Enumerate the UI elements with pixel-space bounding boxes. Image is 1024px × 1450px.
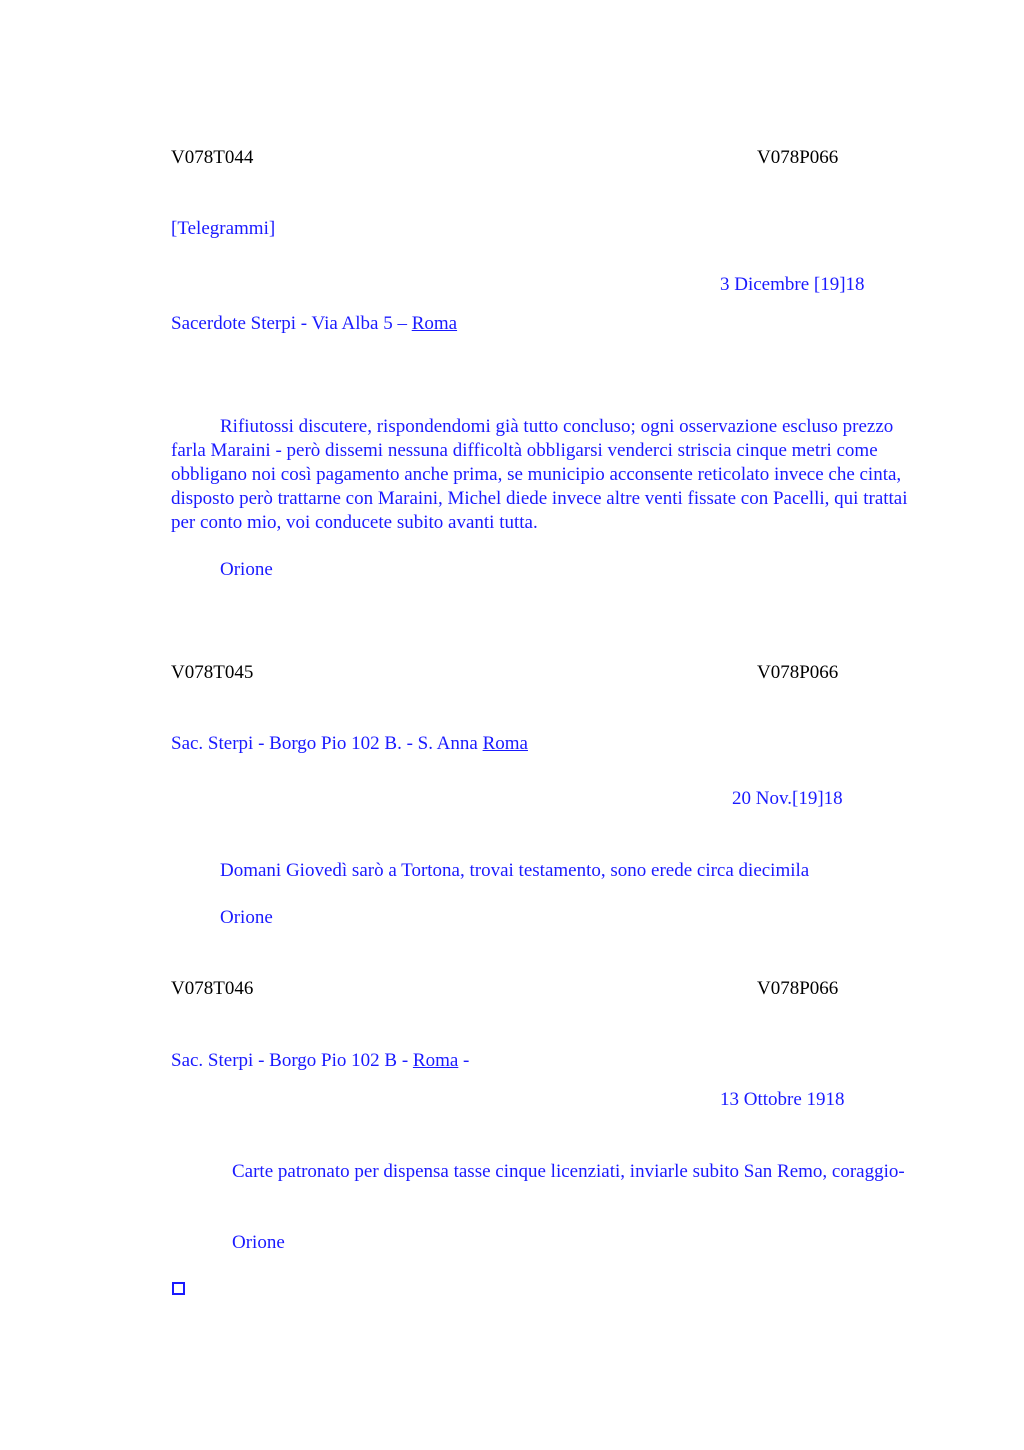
section-title: [Telegrammi] [171,218,276,239]
entry-date: 13 Ottobre 1918 [720,1089,845,1110]
address-text: Sacerdote Sterpi - Via Alba 5 – [171,313,412,334]
signature: Orione [232,1232,285,1253]
telegram-body: Rifiutossi discutere, rispondendomi già tutto concluso; ogni osservazione escluso prezzo farla Maraini - però dissemi nessuna difficoltà obbligarsi venderci striscia cinque metri come obbligano noi così pagamento anche prima, se municipio acconsente reticolato invece che cinta, disposto però trattarne con Maraini, Michel diede invece altre venti fissate con Pacelli, qui trattai per conto mio, voi conducete subito avanti tutta. [171,416,908,533]
address-city-link[interactable]: Roma [482,733,528,754]
telegram-body: Carte patronato per dispensa tasse cinque licenziati, inviarle subito San Remo, coraggio- [232,1161,905,1182]
entry-id: V078T045 [171,662,254,683]
signature: Orione [220,907,273,928]
address-line [171,732,528,756]
address-line [171,1049,469,1073]
address-line [171,312,457,336]
entry-date: 20 Nov.[19]18 [732,788,843,809]
signature: Orione [220,559,273,580]
address-text: Sac. Sterpi - Borgo Pio 102 B. - S. Anna [171,733,483,754]
page-ref: V078P066 [757,662,839,683]
address-city-link[interactable]: Roma [412,1050,459,1071]
square-outline-icon [172,1282,185,1295]
telegram-body: Domani Giovedì sarò a Tortona, trovai testamento, sono erede circa diecimila [220,860,810,881]
address-suffix: - [458,1050,470,1071]
page-ref: V078P066 [757,147,839,168]
address-city-link[interactable]: Roma [411,313,458,334]
page-ref: V078P066 [757,978,839,999]
entry-id: V078T044 [171,147,254,168]
address-text: Sac. Sterpi - Borgo Pio 102 B - [171,1050,413,1071]
entry-id: V078T046 [171,978,254,999]
entry-date: 3 Dicembre [19]18 [720,274,865,295]
